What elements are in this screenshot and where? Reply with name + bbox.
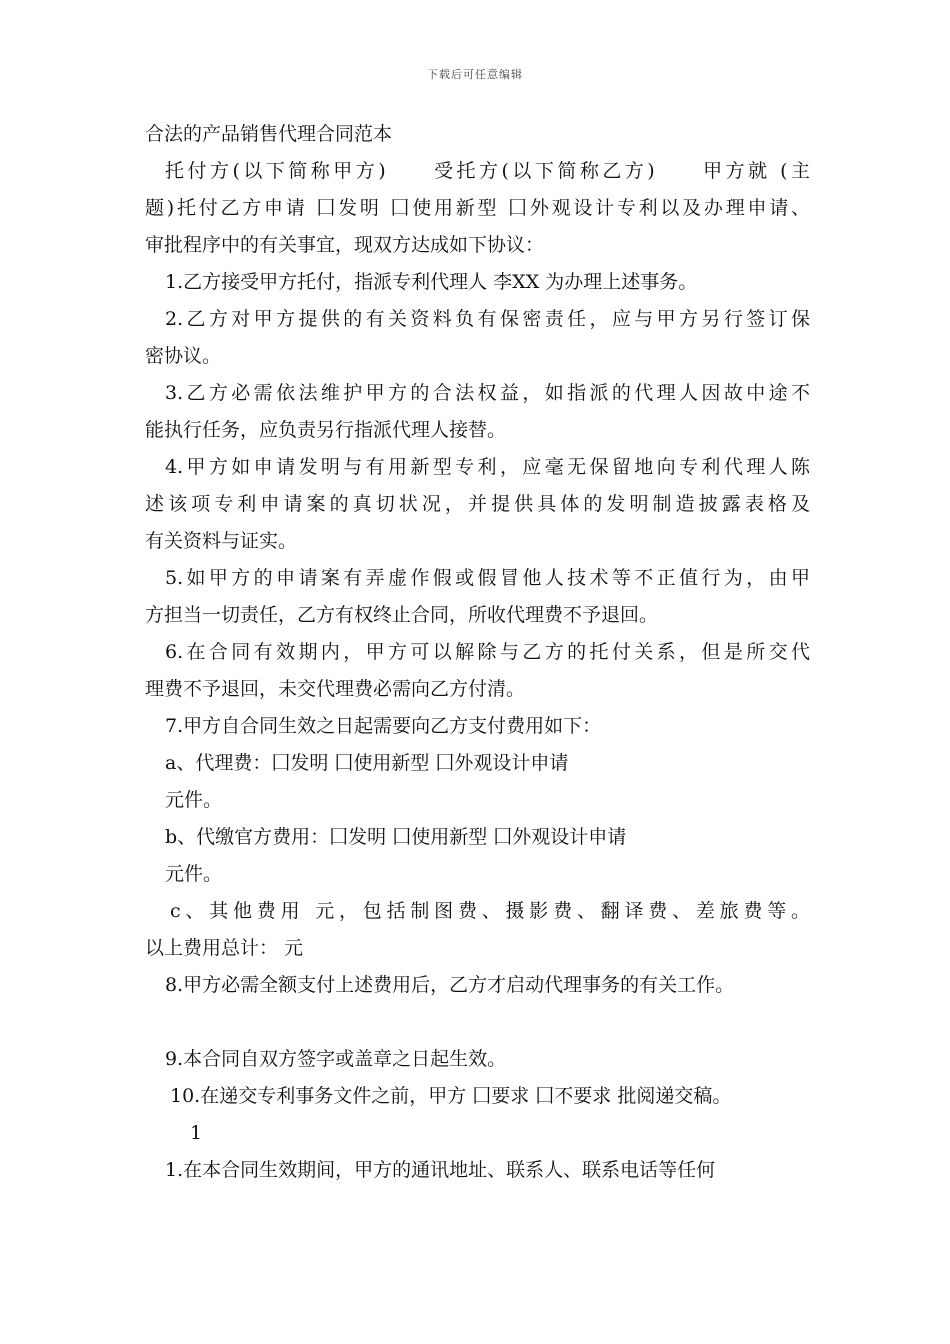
paragraph-line: a、代理费：囗发明 囗使用新型 囗外观设计申请 — [165, 752, 569, 774]
blank-line — [145, 1004, 810, 1041]
paragraph-line: 2.乙方对甲方提供的有关资料负有保密责任，应与甲方另行签订保 — [165, 308, 810, 330]
paragraph-line: 述该项专利申请案的真切状况，并提供具体的发明制造披露表格及 — [145, 493, 810, 515]
paragraph-line: 10.在递交专利事务文件之前，甲方 囗要求 囗不要求 批阅递交稿。 — [170, 1085, 732, 1107]
paragraph-line: 有关资料与证实。 — [145, 530, 298, 552]
paragraph-line: 题)托付乙方申请 囗发明 囗使用新型 囗外观设计专利以及办理申请、 — [145, 197, 810, 219]
paragraph-line: 托付方(以下简称甲方) 受托方(以下简称乙方) 甲方就 (主 — [165, 160, 810, 182]
paragraph-line: 元件。 — [165, 789, 223, 811]
paragraph-line: 以上费用总计： 元 — [145, 937, 304, 959]
paragraph-line: 9.本合同自双方签字或盖章之日起生效。 — [165, 1048, 507, 1070]
document-body — [145, 116, 810, 1189]
paragraph-line: 1.乙方接受甲方托付，指派专利代理人 李XX 为办理上述事务。 — [165, 271, 698, 293]
paragraph-line: 方担当一切责任，乙方有权终止合同，所收代理费不予退回。 — [145, 604, 659, 626]
paragraph-line: b、代缴官方费用：囗发明 囗使用新型 囗外观设计申请 — [165, 826, 627, 848]
paragraph-line: 6.在合同有效期内，甲方可以解除与乙方的托付关系，但是所交代 — [165, 641, 810, 663]
paragraph-line: 元件。 — [165, 863, 223, 885]
paragraph-line: 1.在本合同生效期间，甲方的通讯地址、联系人、联系电话等任何 — [165, 1159, 716, 1181]
paragraph-line: 4.甲方如申请发明与有用新型专利，应毫无保留地向专利代理人陈 — [165, 456, 810, 478]
paragraph-line: 1 — [190, 1122, 203, 1144]
paragraph-line: 8.甲方必需全额支付上述费用后，乙方才启动代理事务的有关工作。 — [165, 974, 735, 996]
paragraph-line: 7.甲方自合同生效之日起需要向乙方支付费用如下： — [165, 715, 602, 737]
paragraph-line: 能执行任务，应负责另行指派代理人接替。 — [145, 419, 507, 441]
paragraph-line: 3.乙方必需依法维护甲方的合法权益，如指派的代理人因故中途不 — [165, 382, 810, 404]
document-title: 合法的产品销售代理合同范本 — [145, 123, 393, 145]
paragraph-line: 审批程序中的有关事宜，现双方达成如下协议： — [145, 234, 545, 256]
paragraph-line: 密协议。 — [145, 345, 222, 367]
header-note: 下载后可任意编辑 — [427, 68, 523, 81]
paragraph-line: 理费不予退回，未交代理费必需向乙方付清。 — [145, 678, 526, 700]
paragraph-line: c、其他费用 元，包括制图费、摄影费、翻译费、差旅费等。 — [170, 900, 810, 922]
paragraph-line: 5.如甲方的申请案有弄虚作假或假冒他人技术等不正值行为，由甲 — [165, 567, 810, 589]
